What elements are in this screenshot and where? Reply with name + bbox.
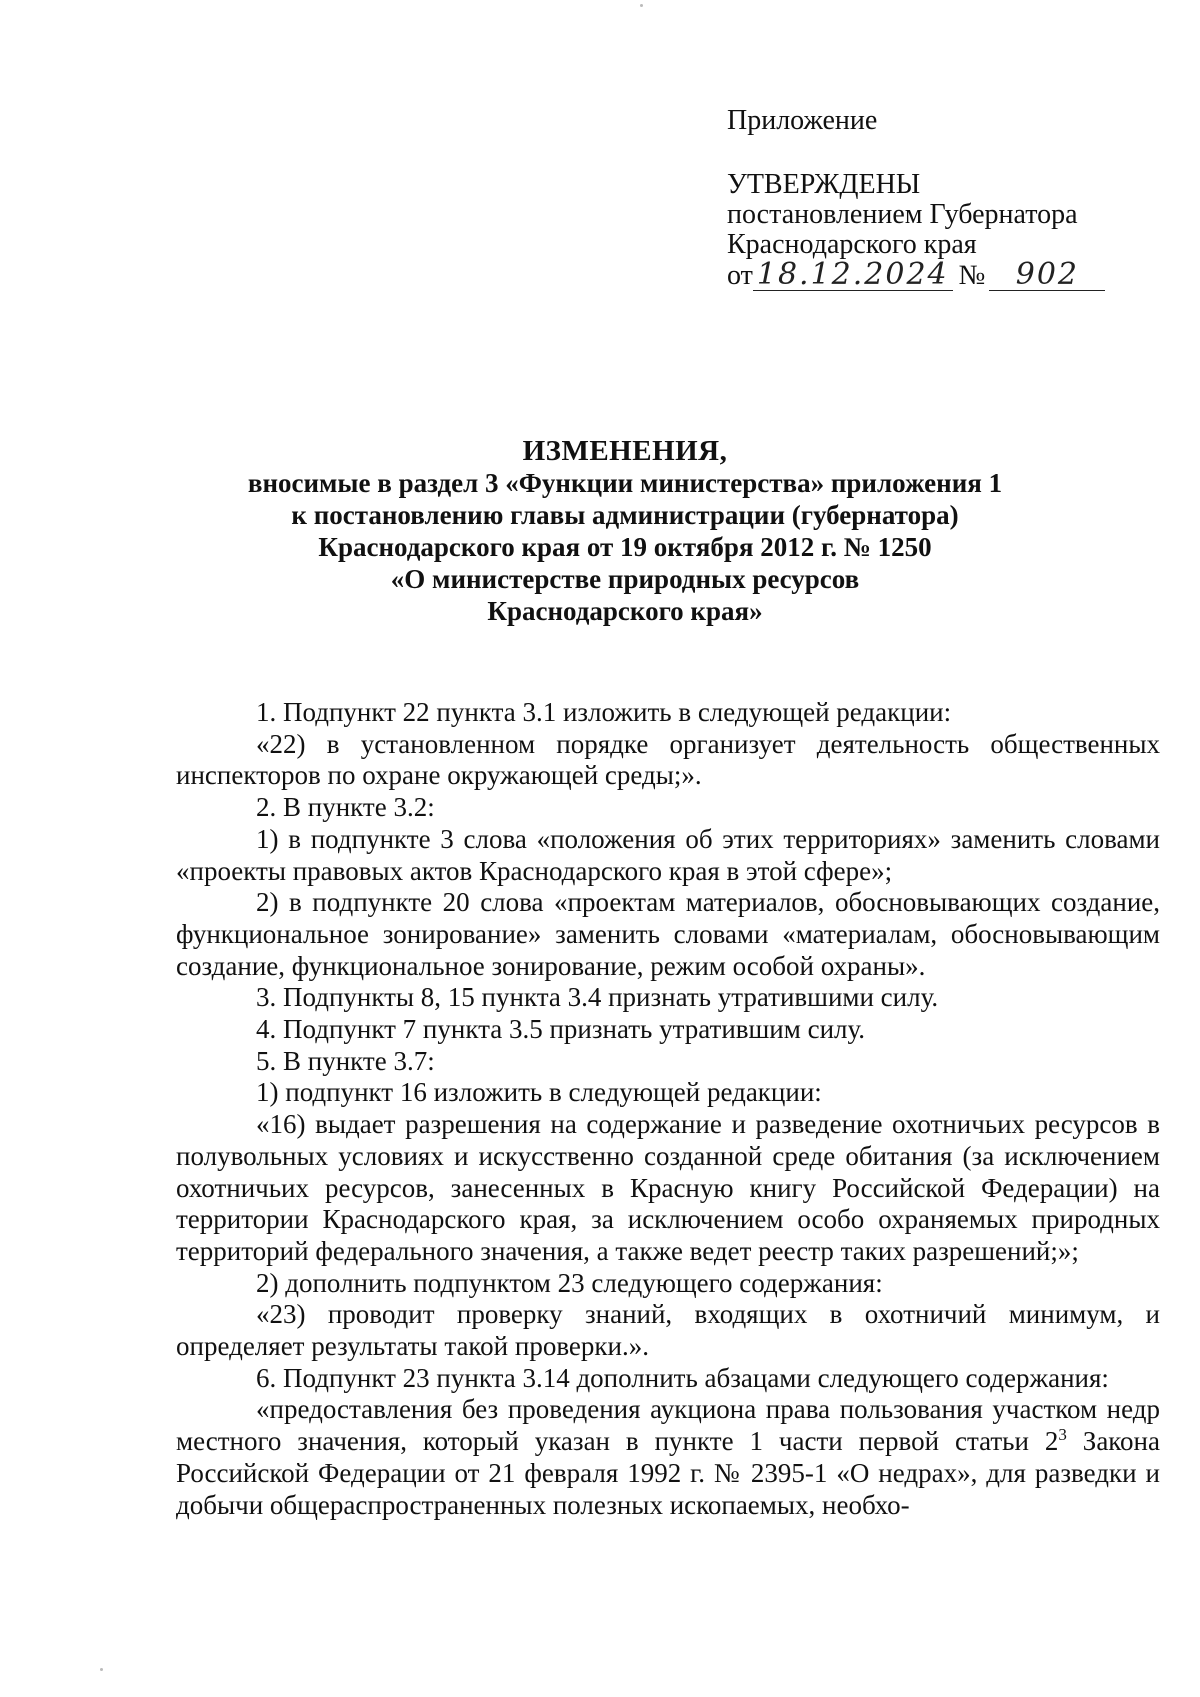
paragraph-last-part-2: Закона Российской Федерации от 21 февраля 1992 г. № 2395-1 «О недрах», для разведки и добычи общераспространенных полезных ископаемых, необхо- bbox=[176, 1426, 1160, 1520]
paragraph: «16) выдает разрешения на содержание и разведение охотничьих ресурсов в полувольных условиях и искусственно созданной среде обитания (за исключением охотничьих ресурсов, занесенных в Красную книгу Российской Федерации) на территории Краснодарского края, за исключением особо охраняемых природных территорий федерального значения, а также ведет реестр таких разрешений;»; bbox=[176, 1109, 1160, 1266]
paragraph-last-part-1: «предоставления без проведения аукциона права пользования участком недр местного значения, который указан в пункте 1 части первой статьи 2 bbox=[176, 1394, 1160, 1457]
scan-speck bbox=[100, 1668, 103, 1671]
paragraph-last bbox=[176, 1394, 1160, 1521]
approval-block bbox=[727, 106, 1147, 294]
paragraph: 1) в подпункте 3 слова «положения об этих территориях» заменить словами «проекты правовых актов Краснодарского края в этой сфере»; bbox=[176, 823, 1160, 886]
handwritten-number: 902 bbox=[989, 260, 1105, 291]
paragraph: 1) подпункт 16 изложить в следующей редакции: bbox=[256, 1077, 822, 1108]
superscript: 3 bbox=[1058, 1425, 1067, 1445]
title-line-3: Краснодарского края от 19 октября 2012 г. № 1250 bbox=[318, 532, 932, 562]
approved-label: УТВЕРЖДЕНЫ bbox=[727, 169, 921, 200]
title-line-5: Краснодарского края» bbox=[487, 596, 763, 626]
annex-label: Приложение bbox=[727, 105, 878, 136]
approval-line-1: постановлением Губернатора bbox=[727, 199, 1078, 230]
paragraph: 2) дополнить подпунктом 23 следующего содержания: bbox=[256, 1267, 883, 1298]
document-title: ИЗМЕНЕНИЯ, bbox=[522, 435, 728, 467]
paragraph: 5. В пункте 3.7: bbox=[256, 1045, 435, 1076]
paragraph: «23) проводит проверку знаний, входящих в охотничий минимум, и определяет результаты такой проверки.». bbox=[176, 1299, 1160, 1362]
scan-speck bbox=[640, 4, 643, 7]
from-label: от bbox=[727, 260, 753, 291]
paragraph: 2. В пункте 3.2: bbox=[256, 792, 435, 823]
paragraph: 3. Подпункты 8, 15 пункта 3.4 признать утратившими силу. bbox=[256, 982, 939, 1013]
paragraph: 4. Подпункт 7 пункта 3.5 признать утратившим силу. bbox=[256, 1014, 866, 1045]
paragraph: 6. Подпункт 23 пункта 3.14 дополнить абзацами следующего содержания: bbox=[256, 1362, 1109, 1393]
title-line-1: вносимые в раздел 3 «Функции министерства» приложения 1 bbox=[247, 468, 1003, 498]
approval-line-2: Краснодарского края bbox=[727, 229, 977, 260]
number-sign: № bbox=[958, 260, 986, 291]
approval-date-number-line bbox=[727, 257, 1147, 294]
title-line-2: к постановлению главы администрации (губернатора) bbox=[291, 500, 959, 530]
document-title-block bbox=[175, 435, 1075, 627]
document-body bbox=[176, 697, 1160, 1521]
title-line-4: «О министерстве природных ресурсов bbox=[390, 564, 860, 594]
paragraph: 2) в подпункте 20 слова «проектам материалов, обосновывающих создание, функциональное зонирование» заменить словами «материалам, обосновывающим создание, функциональное зонирование, режим особой охраны». bbox=[176, 887, 1160, 981]
paragraph: 1. Подпункт 22 пункта 3.1 изложить в следующей редакции: bbox=[256, 697, 952, 727]
paragraph: «22) в установленном порядке организует деятельность общественных инспекторов по охране окружающей среды;». bbox=[176, 728, 1160, 791]
handwritten-date: 18.12.2024 bbox=[753, 260, 953, 291]
